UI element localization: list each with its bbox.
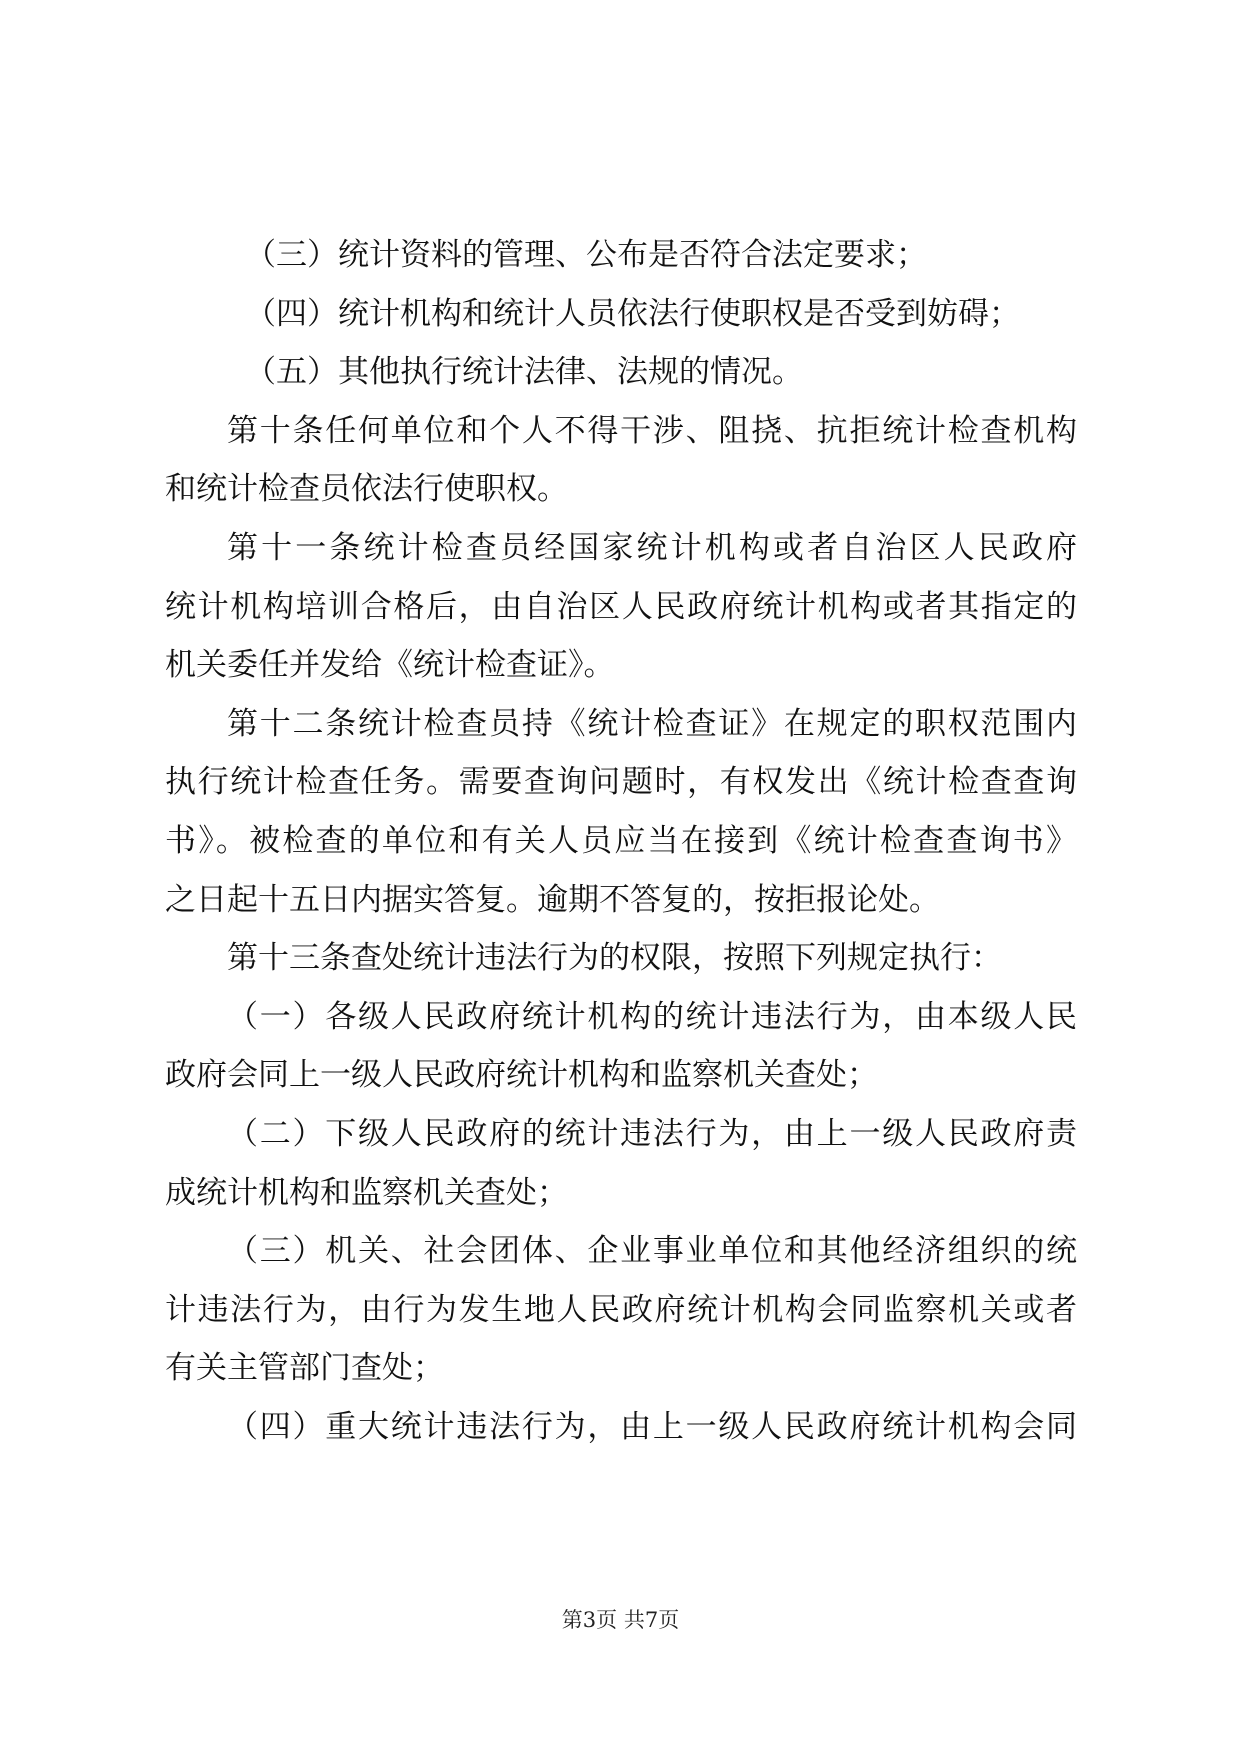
page-number-footer: 第3页 共7页 xyxy=(561,1608,680,1632)
text-line: （三）统计资料的管理、公布是否符合法定要求； xyxy=(245,237,927,273)
text-line: 成统计机构和监察机关查处； xyxy=(165,1174,568,1211)
text-line: （四）统计机构和统计人员依法行使职权是否受到妨碍； xyxy=(245,295,1020,332)
text-line: （四）重大统计违法行为，由上一级人民政府统计机构会同 xyxy=(227,1408,1077,1445)
text-line: （二）下级人民政府的统计违法行为，由上一级人民政府责 xyxy=(227,1115,1077,1152)
text-line: （一）各级人民政府统计机构的统计违法行为，由本级人民 xyxy=(227,998,1077,1035)
text-line: 第十三条查处统计违法行为的权限，按照下列规定执行： xyxy=(227,940,1002,977)
text-line: 和统计检查员依法行使职权。 xyxy=(165,471,568,508)
text-line: 第十一条统计检查员经国家统计机构或者自治区人民政府 xyxy=(227,529,1077,566)
text-line: 计违法行为，由行为发生地人民政府统计机构会同监察机关或者 xyxy=(165,1291,1077,1328)
text-line: 有关主管部门查处； xyxy=(165,1350,444,1387)
text-line: 机关委任并发给《统计检查证》。 xyxy=(165,647,615,684)
text-line: 之日起十五日内据实答复。逾期不答复的，按拒报论处。 xyxy=(165,881,940,918)
text-line: 书》。被检查的单位和有关人员应当在接到《统计检查查询书》 xyxy=(165,822,1077,859)
text-line: （三）机关、社会团体、企业事业单位和其他经济组织的统 xyxy=(227,1233,1077,1270)
text-line: 第十条任何单位和个人不得干涉、阻挠、抗拒统计检查机构 xyxy=(227,412,1077,449)
document-body xyxy=(165,226,1077,1456)
text-line: 政府会同上一级人民政府统计机构和监察机关查处； xyxy=(165,1057,878,1094)
text-line: 执行统计检查任务。需要查询问题时，有权发出《统计检查查询 xyxy=(165,764,1077,801)
text-line: 统计机构培训合格后，由自治区人民政府统计机构或者其指定的 xyxy=(165,588,1077,625)
text-line: （五）其他执行统计法律、法规的情况。 xyxy=(245,354,803,391)
text-line: 第十二条统计检查员持《统计检查证》在规定的职权范围内 xyxy=(227,705,1077,742)
